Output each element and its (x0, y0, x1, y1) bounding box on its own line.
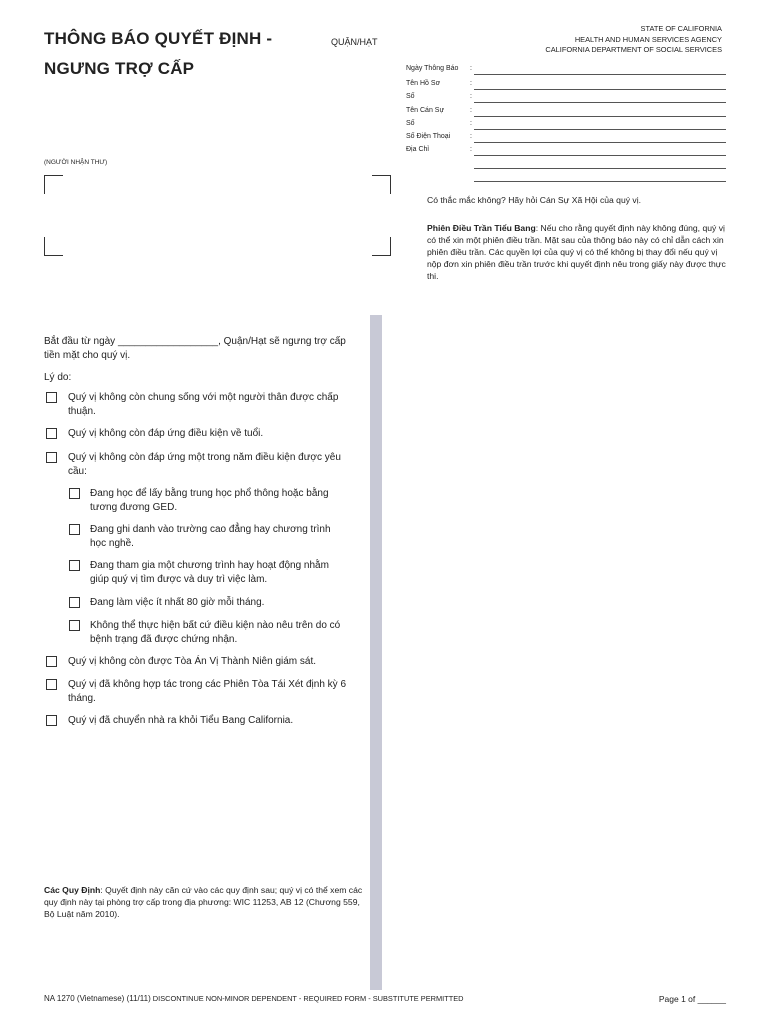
address-window-corner-top-right (372, 175, 391, 194)
sub-reason-text-1: Đang học để lấy bằng trung học phổ thông hoặc bằng tương đương GED. (90, 488, 329, 513)
info-field-label: Tên Hồ Sơ (406, 80, 441, 87)
reason-text-6: Quý vị đã chuyển nhà ra khỏi Tiểu Bang California. (68, 715, 294, 726)
agency-line-1: STATE OF CALIFORNIA (640, 24, 722, 33)
regulations-paragraph (44, 884, 369, 920)
reason-checkbox-4[interactable] (46, 656, 57, 667)
info-field-label: Địa Chỉ (406, 146, 429, 153)
sub-reason-text-3: Đang tham gia một chương trình hay hoạt động nhằm giúp quý vị tìm được và duy trì việc làm. (90, 560, 329, 585)
form-code: NA 1270 (Vietnamese) (11/11) (44, 994, 151, 1003)
regulations-heading: Các Quy Định (44, 885, 101, 895)
sub-reason-checkbox-4[interactable] (69, 597, 80, 608)
form-footer (44, 994, 464, 1003)
sub-reason-text-2: Đang ghi danh vào trường cao đẳng hay chương trình học nghề. (90, 524, 331, 549)
address-window-corner-bottom-right (372, 237, 391, 256)
info-field-phone[interactable]: Số Điện Thoại : (406, 133, 726, 146)
reason-text-4: Quý vị không còn được Tòa Án Vị Thành Niên giám sát. (68, 656, 317, 667)
form-title-line1: THÔNG BÁO QUYẾT ĐỊNH - (44, 29, 273, 48)
info-field-case-number[interactable]: Số : (406, 93, 726, 106)
reason-checkbox-1[interactable] (46, 392, 57, 403)
reason-checkbox-6[interactable] (46, 715, 57, 726)
address-window-corner-top-left (44, 175, 63, 194)
info-field-notice-date[interactable]: Ngày Thông Báo : (406, 65, 726, 78)
info-field-label: Tên Cán Sự (406, 107, 445, 114)
page-number: Page 1 of ______ (658, 994, 726, 1004)
recipient-label: (NGƯỜI NHẬN THƯ) (44, 159, 108, 166)
form-description: DISCONTINUE NON-MINOR DEPENDENT - REQUIRED FORM - SUBSTITUTE PERMITTED (152, 994, 464, 1003)
column-divider-bar (370, 315, 382, 990)
sub-reason-checkbox-1[interactable] (69, 488, 80, 499)
sub-reason-text-5: Không thể thực hiện bất cứ điều kiện nào nêu trên do có bệnh trạng đã được chứng nhận. (90, 620, 341, 645)
info-field-label: Ngày Thông Báo (406, 65, 459, 72)
info-field-case-name[interactable]: Tên Hồ Sơ : (406, 80, 726, 93)
reason-checkbox-2[interactable] (46, 428, 57, 439)
intro-text: Bắt đầu từ ngày __________________, Quận/Hạt sẽ ngưng trợ cấp tiền mặt cho quý vị. (44, 336, 346, 361)
reason-text-5: Quý vị đã không hợp tác trong các Phiên Tòa Tái Xét định kỳ 6 tháng. (68, 679, 347, 704)
reason-text-1: Quý vị không còn chung sống với một người thân được chấp thuận. (68, 392, 339, 417)
regulations-text: : Quyết định này căn cứ vào các quy định sau; quý vị có thể xem các quy định này tại phòng trợ cấp trong địa phương: WIC 11253, AB 12 (Chương 559, Bộ Luật năm 2010). (44, 885, 363, 919)
info-field-worker-name[interactable]: Tên Cán Sự : (406, 107, 726, 120)
reason-checkbox-5[interactable] (46, 679, 57, 690)
county-label: QUẬN/HẠT (331, 37, 378, 47)
info-field-worker-number[interactable]: Số : (406, 120, 726, 133)
reason-text-3: Quý vị không còn đáp ứng một trong năm điều kiện được yêu cầu: (68, 452, 341, 477)
info-field-label: Số (406, 93, 415, 100)
state-hearing-heading: Phiên Điều Trần Tiểu Bang (427, 223, 536, 233)
sub-reason-checkbox-5[interactable] (69, 620, 80, 631)
reason-text-2: Quý vị không còn đáp ứng điều kiện về tuổi. (68, 428, 264, 439)
state-hearing-paragraph (427, 222, 727, 282)
address-window-corner-bottom-left (44, 237, 63, 256)
address-line-3[interactable] (474, 181, 726, 182)
questions-text: Có thắc mắc không? Hãy hỏi Cán Sự Xã Hội của quý vị. (427, 195, 642, 205)
form-title-line2: NGƯNG TRỢ CẤP (44, 59, 195, 78)
reason-label: Lý do: (44, 372, 72, 383)
agency-block (545, 24, 722, 56)
sub-reason-checkbox-3[interactable] (69, 560, 80, 571)
state-hearing-text: : Nếu cho rằng quyết định này không đúng, quý vị có thể xin một phiên điều trần. Mặt sau của thông báo này có chỉ dẫn cách xin phiên điều trần. Các quyền lợi của quý vị có thể không bị thay đổi nếu quý vị nộp đơn xin phiên điều trần trước khi quyết định nêu trong giấy này được thực thi. (427, 223, 726, 281)
reason-checkbox-3[interactable] (46, 452, 57, 463)
info-field-label: Số (406, 120, 415, 127)
sub-reason-text-4: Đang làm việc ít nhất 80 giờ mỗi tháng. (90, 597, 265, 608)
info-field-label: Số Điện Thoại (406, 133, 451, 140)
address-line-2[interactable] (474, 168, 726, 169)
agency-line-3: CALIFORNIA DEPARTMENT OF SOCIAL SERVICES (545, 45, 722, 54)
agency-line-2: HEALTH AND HUMAN SERVICES AGENCY (574, 34, 722, 44)
sub-reason-checkbox-2[interactable] (69, 524, 80, 535)
info-field-address[interactable]: Địa Chỉ : (406, 146, 726, 159)
